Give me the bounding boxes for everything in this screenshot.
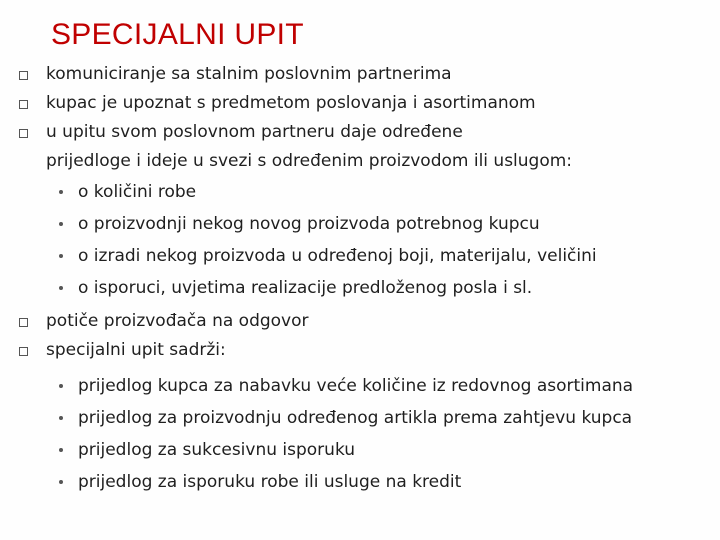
- bullet-item: specijalni upit sadrži:: [46, 340, 226, 360]
- bullet-item: u upitu svom poslovnom partneru daje određene: [46, 122, 463, 142]
- dot-bullet-icon: [59, 254, 63, 258]
- square-bullet-icon: [19, 71, 28, 80]
- sub-bullet-item: prijedlog za isporuku robe ili usluge na kredit: [78, 472, 462, 492]
- sub-bullet-item: o količini robe: [78, 182, 197, 202]
- bullet-item: komuniciranje sa stalnim poslovnim partnerima: [46, 64, 452, 84]
- square-bullet-icon: [19, 100, 28, 109]
- sub-bullet-item: prijedlog kupca za nabavku veće količine iz redovnog asortimana: [78, 376, 634, 396]
- bullet-item-continuation: prijedloge i ideje u svezi s određenim proizvodom ili uslugom:: [46, 151, 573, 171]
- sub-bullet-item: o izradi nekog proizvoda u određenoj boji, materijalu, veličini: [78, 246, 597, 266]
- dot-bullet-icon: [59, 448, 63, 452]
- sub-bullet-item: o isporuci, uvjetima realizacije predloženog posla i sl.: [78, 278, 533, 298]
- square-bullet-icon: [19, 129, 28, 138]
- slide-title: SPECIJALNI UPIT: [51, 18, 304, 51]
- sub-bullet-item: prijedlog za sukcesivnu isporuku: [78, 440, 356, 460]
- bullet-item: kupac je upoznat s predmetom poslovanja i asortimanom: [46, 93, 536, 113]
- sub-bullet-item: prijedlog za proizvodnju određenog artikla prema zahtjevu kupca: [78, 408, 633, 428]
- square-bullet-icon: [19, 347, 28, 356]
- dot-bullet-icon: [59, 480, 63, 484]
- dot-bullet-icon: [59, 190, 63, 194]
- bullet-item: potiče proizvođača na odgovor: [46, 311, 309, 331]
- dot-bullet-icon: [59, 222, 63, 226]
- dot-bullet-icon: [59, 286, 63, 290]
- dot-bullet-icon: [59, 384, 63, 388]
- sub-bullet-item: o proizvodnji nekog novog proizvoda potrebnog kupcu: [78, 214, 540, 234]
- dot-bullet-icon: [59, 416, 63, 420]
- square-bullet-icon: [19, 318, 28, 327]
